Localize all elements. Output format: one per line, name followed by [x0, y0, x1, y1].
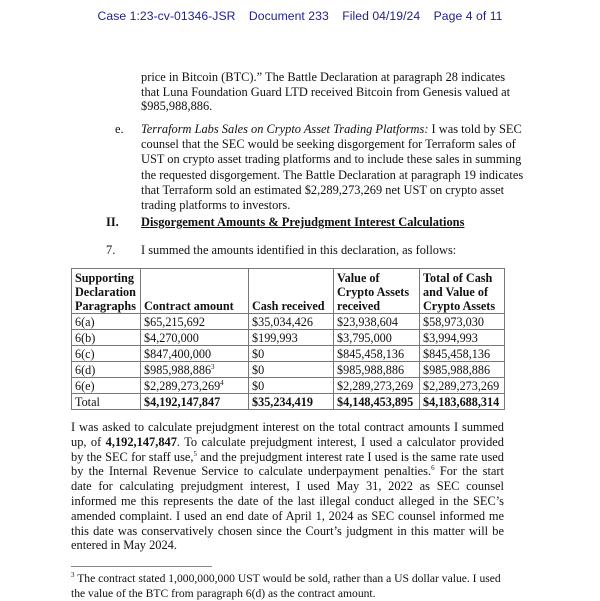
page-number: Page 4 of 11 [433, 9, 503, 23]
cell-crypto: $985,988,886 [334, 362, 420, 378]
text: I was asked to calculate prejudgment interest on the total contract amounts I summed up, of [71, 420, 504, 449]
footnote-text: The contract stated 1,000,000,000 UST would be sold, rather than a US dollar value. I used the value of the BTC from paragraph 6(d) as the contract amount. [71, 572, 501, 600]
footnote-marker: 3 [71, 571, 75, 579]
contract-value: $2,289,273,269 [144, 379, 221, 393]
table-row [72, 346, 505, 362]
cell-crypto: $2,289,273,269 [334, 378, 420, 394]
footnote-ref[interactable]: 3 [211, 363, 215, 371]
cell-total: $845,458,136 [420, 346, 505, 362]
contract-value: $985,988,886 [144, 363, 212, 377]
cell-paragraph: 6(a) [72, 314, 141, 330]
cell-total: $985,988,886 [420, 362, 505, 378]
cell-paragraph: 6(d) [72, 362, 141, 378]
table-total-row [72, 394, 505, 410]
cell-crypto: $845,458,136 [334, 346, 420, 362]
cell-crypto-total: $4,148,453,895 [334, 394, 420, 410]
table-header-row [72, 269, 505, 314]
cell-paragraph: 6(b) [72, 330, 141, 346]
column-header: Value of Crypto Assets received [334, 269, 420, 314]
cell-contract-total: $4,192,147,847 [141, 394, 249, 410]
cell-contract: $65,215,692 [141, 314, 249, 330]
cell-contract: $847,400,000 [141, 346, 249, 362]
section-number: II. [106, 215, 119, 229]
list-item-label: e. [115, 122, 124, 136]
footnote-ref[interactable]: 5 [193, 449, 197, 458]
cell-total: $58,973,030 [420, 314, 505, 330]
table-row [72, 314, 505, 330]
text: . To calculate prejudgment interest, I used a calculator provided by the SEC for staff use, [71, 434, 504, 464]
cell-total: $3,994,993 [420, 330, 505, 346]
case-number: Case 1:23-cv-01346-JSR [97, 9, 236, 23]
filed-date: Filed 04/19/24 [342, 9, 421, 23]
cell-cash: $0 [249, 346, 334, 362]
cell-paragraph: 6(e) [72, 378, 141, 394]
ecf-header [0, 9, 600, 23]
column-header: Cash received [249, 269, 334, 314]
paragraph-text: I summed the amounts identified in this declaration, as follows: [141, 243, 457, 257]
list-item-title: Terraform Labs Sales on Crypto Asset Trading Platforms: [141, 122, 429, 136]
table-row [72, 330, 505, 346]
cell-paragraph: 6(c) [72, 346, 141, 362]
column-header: Total of Cash and Value of Crypto Assets [420, 269, 505, 314]
cell-cash: $35,034,426 [249, 314, 334, 330]
footnote-ref[interactable]: 4 [220, 379, 224, 387]
table-row [72, 378, 505, 394]
cell-cash: $0 [249, 362, 334, 378]
section-title: Disgorgement Amounts & Prejudgment Interest Calculations [141, 215, 465, 229]
table-row [72, 362, 505, 378]
footnote-separator [71, 566, 212, 567]
prejudgment-interest-paragraph [71, 420, 504, 553]
text: and the prejudgment interest rate I used is the same rate used by the Internal Revenue Service to calculate underpayment penalties. [71, 449, 504, 479]
cell-cash: $0 [249, 378, 334, 394]
cell-crypto: $23,938,604 [334, 314, 420, 330]
list-item-body [141, 122, 535, 213]
paragraph-number: 7. [106, 243, 116, 257]
cell-total: $2,289,273,269 [420, 378, 505, 394]
cell-contract [141, 378, 249, 394]
footnote-ref[interactable]: 6 [431, 464, 435, 473]
cell-crypto: $3,795,000 [334, 330, 420, 346]
disgorgement-summary-table [71, 268, 505, 410]
document-number: Document 233 [248, 9, 329, 23]
cell-contract [141, 362, 249, 378]
contract-total-amount: 4,192,147,847 [105, 434, 177, 449]
column-header: Supporting Declaration Paragraphs [72, 269, 141, 314]
cell-contract: $4,270,000 [141, 330, 249, 346]
list-item-text: I was told by SEC counsel that the SEC would be seeking disgorgement for Terraform sales of UST on crypto asset trading platforms and to include these sales in summing the requested disgorgement. The Battle Declaration at paragraph 19 indicates that Terraform sold an estimated $2,289,273,269 net UST on crypto asset trading platforms to investors. [141, 122, 524, 213]
cell-total-label: Total [72, 394, 141, 410]
text: For the start date for calculating prejudgment interest, I used May 31, 2022 as SEC counsel informed me this represents the date of the last illegal conduct alleged in the SEC’s amended complaint. I used an end date of April 1, 2024 as SEC counsel informed me this date was conservatively chosen since the Court’s judgment in this matter will be entered in May 2024. [71, 464, 504, 553]
cell-cash-total: $35,234,419 [249, 394, 334, 410]
continued-paragraph: price in Bitcoin (BTC).” The Battle Declaration at paragraph 28 indicates that Luna Foundation Guard LTD received Bitcoin from Genesis valued at $985,988,886. [141, 70, 511, 114]
column-header: Contract amount [141, 269, 249, 314]
cell-cash: $199,993 [249, 330, 334, 346]
list-item-e [115, 122, 535, 213]
cell-grand-total: $4,183,688,314 [420, 394, 505, 410]
footnote-3 [71, 572, 511, 601]
